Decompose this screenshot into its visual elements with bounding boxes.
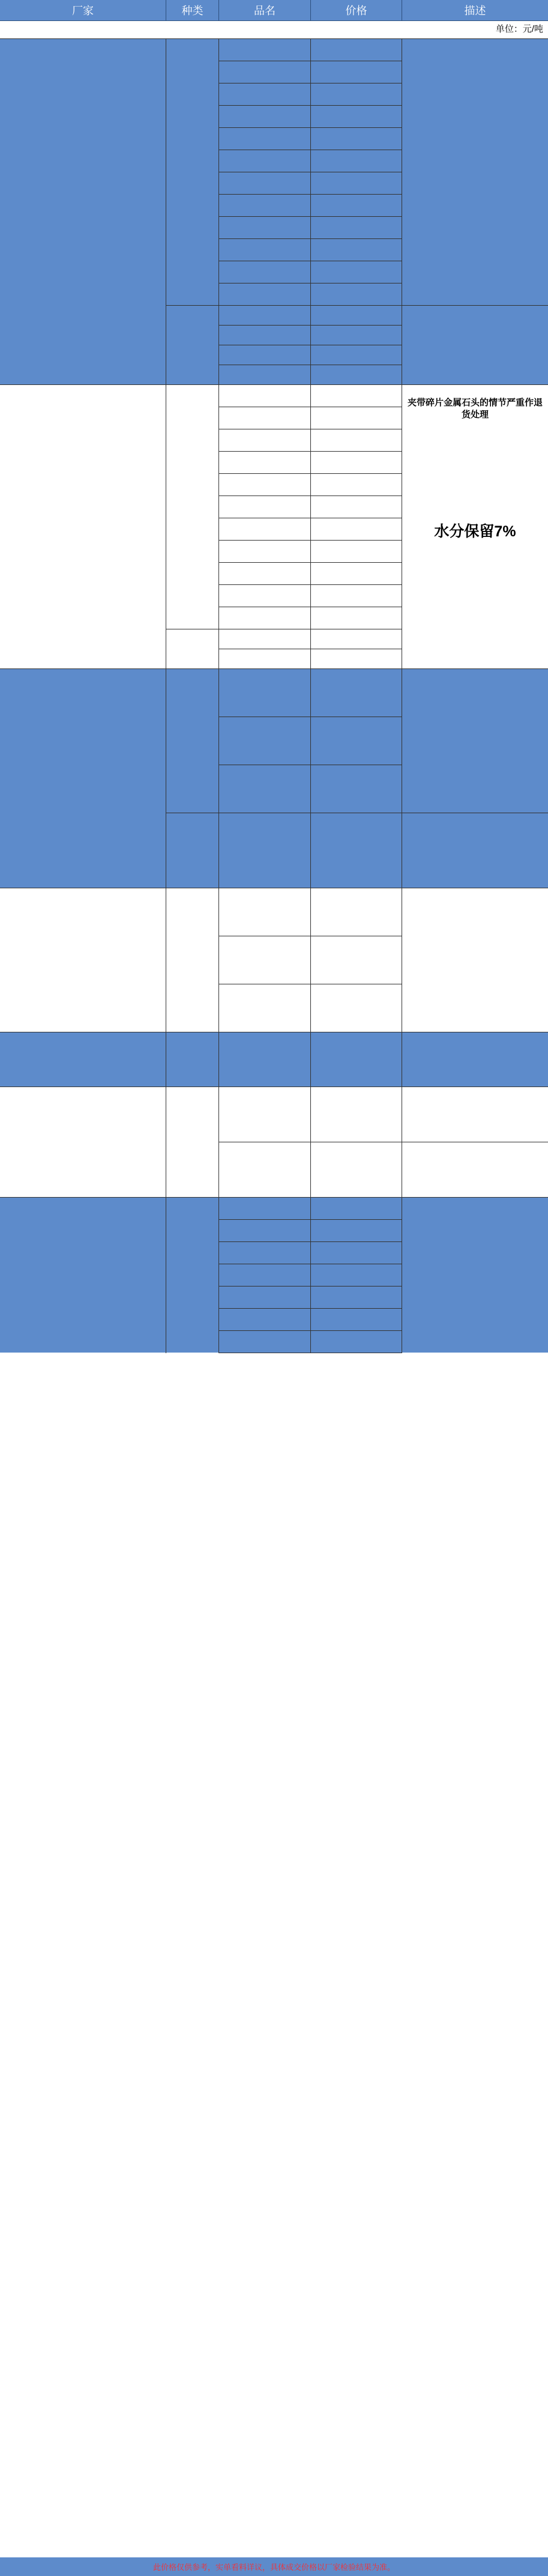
product-kind	[166, 629, 219, 669]
product-name	[219, 1286, 311, 1309]
product-price	[311, 1032, 402, 1087]
product-name	[219, 407, 311, 429]
product-name	[219, 345, 311, 365]
product-name	[219, 474, 311, 496]
product-name	[219, 239, 311, 261]
product-name	[219, 283, 311, 306]
product-kind	[166, 1087, 219, 1198]
product-price	[311, 61, 402, 83]
table-header	[0, 0, 548, 21]
product-price	[311, 217, 402, 239]
product-price	[311, 429, 402, 452]
product-name	[219, 261, 311, 283]
product-name	[219, 717, 311, 765]
supplier-name	[0, 669, 166, 888]
supplier-section	[0, 668, 548, 888]
product-price	[311, 1309, 402, 1331]
product-name	[219, 984, 311, 1032]
product-price	[311, 1198, 402, 1220]
product-price	[311, 765, 402, 813]
product-price	[311, 717, 402, 765]
supplier-section	[0, 1197, 548, 1353]
product-name	[219, 429, 311, 452]
row-description	[402, 1087, 548, 1142]
product-name	[219, 1220, 311, 1242]
product-name	[219, 1264, 311, 1286]
product-name	[219, 385, 311, 407]
product-name	[219, 585, 311, 607]
product-name	[219, 39, 311, 61]
product-price	[311, 936, 402, 984]
col-header-kind: 种类	[166, 0, 219, 20]
product-price	[311, 326, 402, 345]
supplier-name	[0, 1198, 166, 1353]
product-price	[311, 407, 402, 429]
product-price	[311, 1142, 402, 1198]
product-kind	[166, 1032, 219, 1087]
product-price	[311, 984, 402, 1032]
product-price	[311, 345, 402, 365]
product-price	[311, 813, 402, 888]
group-description	[402, 306, 548, 385]
supplier-name	[0, 1032, 166, 1087]
supplier-name	[0, 39, 166, 385]
unit-note: 单位：元/吨	[495, 24, 543, 34]
group-description	[402, 669, 548, 813]
product-price	[311, 128, 402, 150]
product-name	[219, 1198, 311, 1220]
product-name	[219, 1331, 311, 1353]
product-name	[219, 365, 311, 385]
product-price	[311, 1242, 402, 1264]
product-name	[219, 669, 311, 717]
group-description	[402, 1032, 548, 1087]
product-name	[219, 172, 311, 195]
product-price	[311, 195, 402, 217]
product-name	[219, 607, 311, 629]
product-price	[311, 452, 402, 474]
supplier-name	[0, 888, 166, 1032]
product-name	[219, 936, 311, 984]
product-price	[311, 1264, 402, 1286]
supplier-section	[0, 1032, 548, 1086]
product-name	[219, 541, 311, 563]
product-price	[311, 1220, 402, 1242]
product-price	[311, 563, 402, 585]
product-name	[219, 326, 311, 345]
product-price	[311, 1331, 402, 1353]
product-price	[311, 172, 402, 195]
product-price	[311, 629, 402, 649]
product-price	[311, 1286, 402, 1309]
group-description	[402, 888, 548, 1032]
product-name	[219, 563, 311, 585]
product-name	[219, 61, 311, 83]
product-name	[219, 1242, 311, 1264]
product-name	[219, 629, 311, 649]
group-description	[402, 39, 548, 306]
product-price	[311, 474, 402, 496]
product-name	[219, 128, 311, 150]
product-kind	[166, 669, 219, 813]
supplier-section	[0, 38, 548, 384]
product-kind	[166, 385, 219, 629]
product-name	[219, 813, 311, 888]
product-name	[219, 1032, 311, 1087]
product-name	[219, 765, 311, 813]
product-price	[311, 39, 402, 61]
supplier-section	[0, 1086, 548, 1197]
product-price	[311, 365, 402, 385]
product-kind	[166, 888, 219, 1032]
product-price	[311, 541, 402, 563]
product-name	[219, 195, 311, 217]
group-description	[402, 1198, 548, 1353]
col-header-name: 品名	[219, 0, 311, 20]
supplier-section	[0, 888, 548, 1032]
group-description	[402, 629, 548, 669]
product-kind	[166, 1198, 219, 1353]
product-kind	[166, 813, 219, 888]
product-price	[311, 239, 402, 261]
product-price	[311, 518, 402, 541]
product-kind	[166, 39, 219, 306]
product-kind	[166, 306, 219, 385]
col-header-price: 价格	[311, 0, 402, 20]
product-name	[219, 1142, 311, 1198]
group-description	[402, 813, 548, 888]
product-name	[219, 518, 311, 541]
supplier-name	[0, 1087, 166, 1198]
product-price	[311, 496, 402, 518]
product-price	[311, 669, 402, 717]
product-name	[219, 649, 311, 669]
product-name	[219, 306, 311, 326]
product-name	[219, 888, 311, 936]
product-price	[311, 585, 402, 607]
product-name	[219, 452, 311, 474]
col-header-maker: 厂家	[0, 0, 166, 20]
product-price	[311, 83, 402, 106]
product-price	[311, 385, 402, 407]
product-price	[311, 607, 402, 629]
product-price	[311, 261, 402, 283]
product-name	[219, 106, 311, 128]
product-price	[311, 1087, 402, 1142]
product-price	[311, 306, 402, 326]
product-name	[219, 1309, 311, 1331]
product-name	[219, 1087, 311, 1142]
product-name	[219, 150, 311, 172]
footer-disclaimer: 此价格仅供参考，实单看料详议，具体成交价格以厂家检验结果为准。	[0, 2557, 548, 2576]
supplier-section	[0, 384, 548, 668]
product-price	[311, 649, 402, 669]
product-price	[311, 283, 402, 306]
product-name	[219, 83, 311, 106]
product-price	[311, 888, 402, 936]
col-header-desc: 描述	[464, 5, 486, 17]
product-name	[219, 217, 311, 239]
product-price	[311, 150, 402, 172]
moisture-note: 水分保留7%	[434, 523, 516, 540]
product-name	[219, 496, 311, 518]
supplier-name	[0, 385, 166, 669]
row-description	[402, 1142, 548, 1198]
group-description: 夹带碎片金属石头的情节严重作退货处理	[407, 398, 543, 420]
product-price	[311, 106, 402, 128]
